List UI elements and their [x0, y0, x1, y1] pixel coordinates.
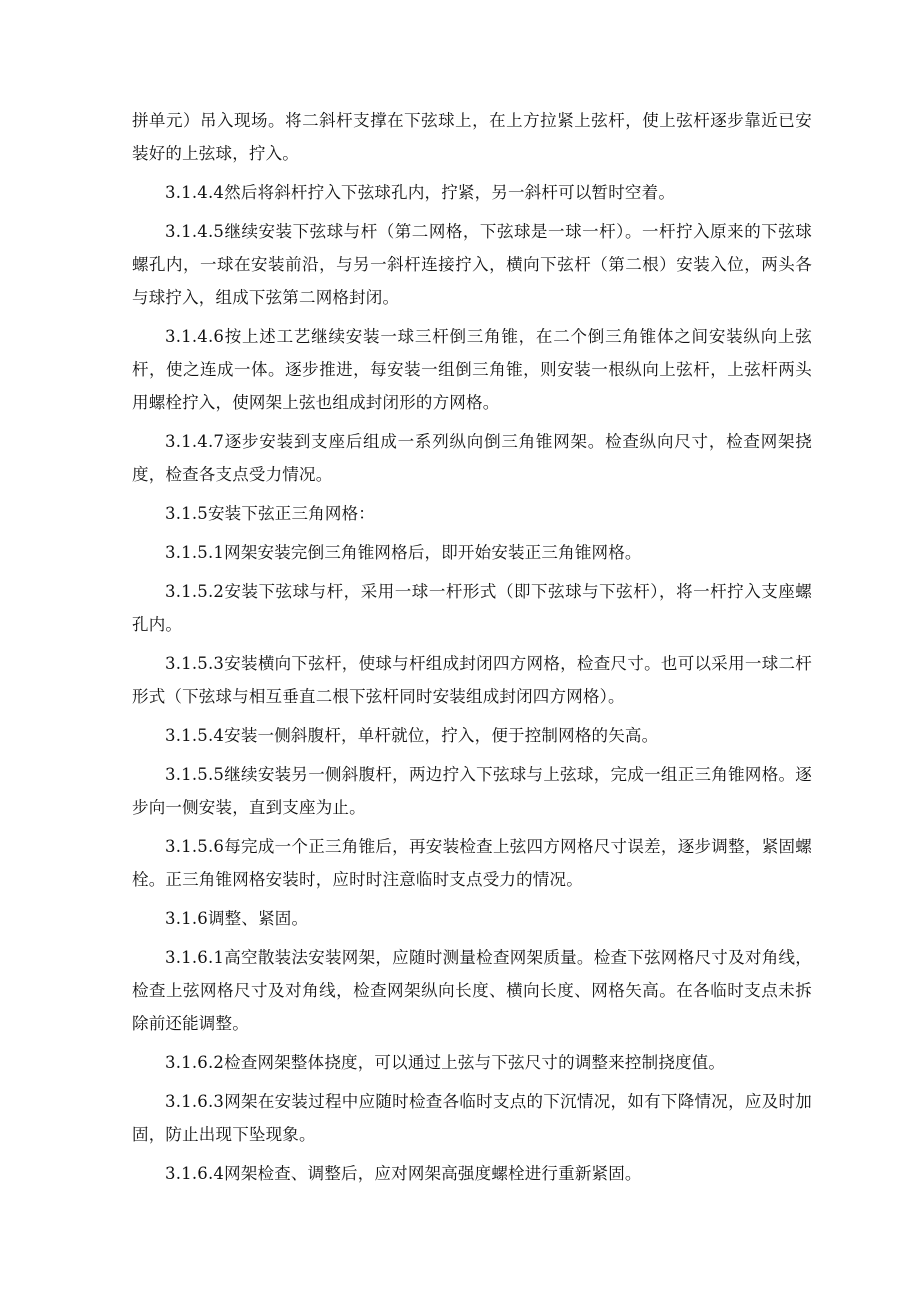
paragraph-3-1-4-4: 3.1.4.4然后将斜杆拧入下弦球孔内，拧紧，另一斜杆可以暂时空着。 — [165, 183, 676, 202]
paragraph-3-1-6-3: 3.1.6.3网架在安装过程中应随时检查各临时支点的下沉情况，如有下降情况，应及时加固，防止出现下坠现象。 — [132, 1092, 812, 1144]
paragraph-continued: 拼单元）吊入现场。将二斜杆支撑在下弦球上，在上方拉紧上弦杆，使上弦杆逐步靠近已安装好的上弦球，拧入。 — [132, 111, 812, 163]
section-heading-3-1-5: 3.1.5安装下弦正三角网格： — [165, 504, 375, 523]
section-heading-3-1-6: 3.1.6调整、紧固。 — [165, 909, 309, 928]
document-body — [132, 104, 812, 1190]
paragraph-3-1-5-6: 3.1.5.6每完成一个正三角锥后，再安装检查上弦四方网格尺寸误差，逐步调整，紧固螺栓。正三角锥网格安装时，应时时注意临时支点受力的情况。 — [132, 837, 812, 889]
paragraph-3-1-5-5: 3.1.5.5继续安装另一侧斜腹杆，两边拧入下弦球与上弦球，完成一组正三角锥网格。逐步向一侧安装，直到支座为止。 — [132, 765, 812, 817]
paragraph-3-1-5-3: 3.1.5.3安装横向下弦杆，使球与杆组成封闭四方网格，检查尺寸。也可以采用一球二杆形式（下弦球与相互垂直二根下弦杆同时安装组成封闭四方网格）。 — [132, 654, 812, 706]
paragraph-3-1-4-6: 3.1.4.6按上述工艺继续安装一球三杆倒三角锥，在二个倒三角锥体之间安装纵向上弦杆，使之连成一体。逐步推进，每安装一组倒三角锥，则安装一根纵向上弦杆，上弦杆两头用螺栓拧入，使网架上弦也组成封闭形的方网格。 — [132, 327, 812, 412]
paragraph-3-1-6-2: 3.1.6.2检查网架整体挠度，可以通过上弦与下弦尺寸的调整来控制挠度值。 — [165, 1053, 726, 1072]
paragraph-3-1-6-4: 3.1.6.4网架检查、调整后，应对网架高强度螺栓进行重新紧固。 — [165, 1164, 642, 1183]
paragraph-3-1-6-1: 3.1.6.1高空散装法安装网架，应随时测量检查网架质量。检查下弦网格尺寸及对角线，检查上弦网格尺寸及对角线，检查网架纵向长度、横向长度、网格矢高。在各临时支点未拆除前还能调整。 — [132, 948, 812, 1033]
paragraph-3-1-5-2: 3.1.5.2安装下弦球与杆，采用一球一杆形式（即下弦球与下弦杆），将一杆拧入支座螺孔内。 — [132, 582, 812, 634]
paragraph-3-1-5-1: 3.1.5.1网架安装完倒三角锥网格后，即开始安装正三角锥网格。 — [165, 543, 642, 562]
paragraph-3-1-4-7: 3.1.4.7逐步安装到支座后组成一系列纵向倒三角锥网架。检查纵向尺寸，检查网架挠度，检查各支点受力情况。 — [132, 432, 812, 484]
paragraph-3-1-4-5: 3.1.4.5继续安装下弦球与杆（第二网格，下弦球是一球一杆）。一杆拧入原来的下弦球螺孔内，一球在安装前沿，与另一斜杆连接拧入，横向下弦杆（第二根）安装入位，两头各与球拧入，组成下弦第二网格封闭。 — [132, 222, 812, 307]
paragraph-3-1-5-4: 3.1.5.4安装一侧斜腹杆，单杆就位，拧入，便于控制网格的矢高。 — [165, 726, 659, 745]
